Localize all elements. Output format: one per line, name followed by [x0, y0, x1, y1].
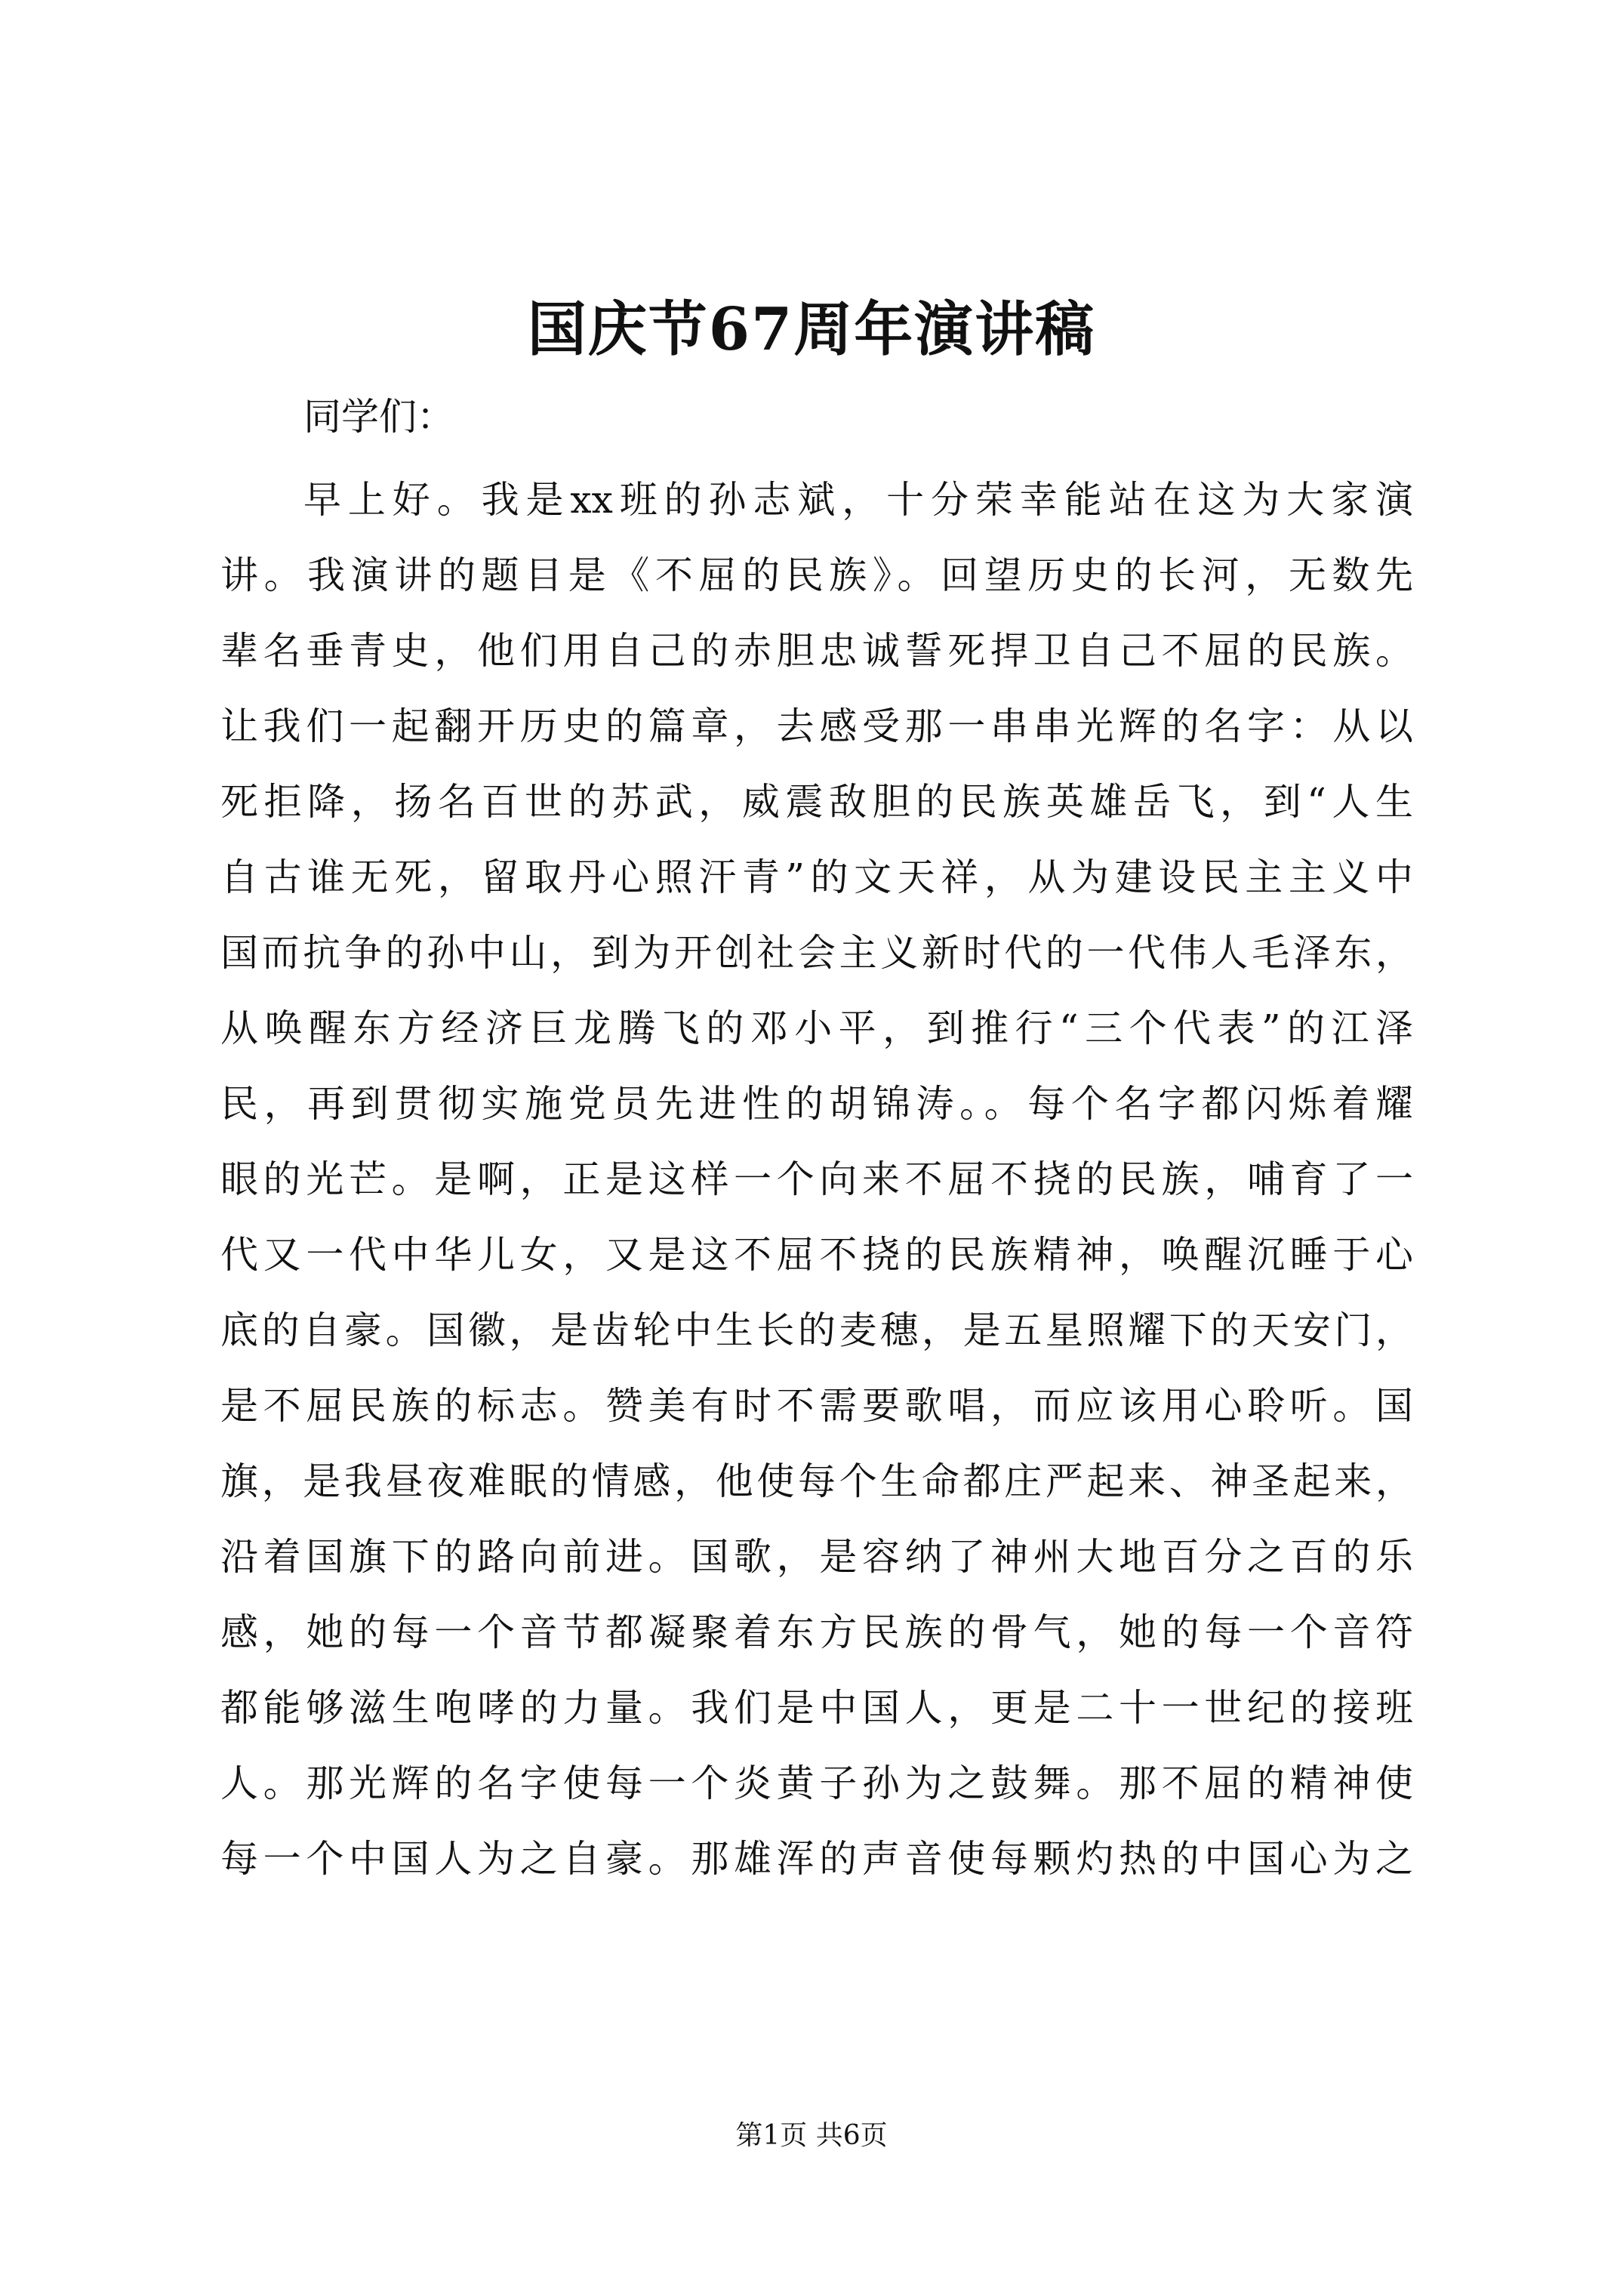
paragraph-line: 死拒降，扬名百世的苏武，威震敌胆的民族英雄岳飞，到“人生 [220, 780, 1413, 824]
paragraph-line: 都能够滋生咆哮的力量。我们是中国人，更是二十一世纪的接班 [220, 1686, 1413, 1730]
paragraph-line: 旗，是我昼夜难眠的情感，他使每个生命都庄严起来、神圣起来， [220, 1459, 1413, 1503]
paragraph-line: 眼的光芒。是啊，正是这样一个向来不屈不挠的民族，哺育了一 [220, 1157, 1413, 1201]
paragraph-line: 国而抗争的孙中山，到为开创社会主义新时代的一代伟人毛泽东， [220, 931, 1413, 975]
paragraph-line: 每一个中国人为之自豪。那雄浑的声音使每颗灼热的中国心为之 [220, 1837, 1413, 1881]
paragraph-line: 底的自豪。国徽，是齿轮中生长的麦穗，是五星照耀下的天安门， [220, 1308, 1413, 1352]
paragraph-line: 代又一代中华儿女，又是这不屈不挠的民族精神，唤醒沉睡于心 [220, 1233, 1413, 1277]
paragraph-line: 让我们一起翻开历史的篇章，去感受那一串串光辉的名字：从以 [220, 704, 1413, 748]
paragraph-line: 从唤醒东方经济巨龙腾飞的邓小平，到推行“三个代表”的江泽 [220, 1006, 1413, 1050]
paragraph-line: 沿着国旗下的路向前进。国歌，是容纳了神州大地百分之百的乐 [220, 1535, 1413, 1579]
body-paragraph [220, 462, 1413, 1897]
paragraph-line: 辈名垂青史，他们用自己的赤胆忠诚誓死捍卫自己不屈的民族。 [220, 629, 1413, 673]
paragraph-line: 民，再到贯彻实施党员先进性的胡锦涛。。每个名字都闪烁着耀 [220, 1082, 1413, 1126]
paragraph-line: 人。那光辉的名字使每一个炎黄子孙为之鼓舞。那不屈的精神使 [220, 1761, 1413, 1805]
paragraph-line: 自古谁无死，留取丹心照汗青”的文天祥，从为建设民主主义中 [220, 855, 1413, 899]
page-footer: 第1页 共6页 [735, 2120, 888, 2151]
paragraph-line: 讲。我演讲的题目是《不屈的民族》。回望历史的长河，无数先 [220, 553, 1413, 597]
paragraph-line: 是不屈民族的标志。赞美有时不需要歌唱，而应该用心聆听。国 [220, 1384, 1413, 1428]
paragraph-line: 早上好。我是xx班的孙志斌，十分荣幸能站在这为大家演 [303, 478, 1413, 522]
document-title: 国庆节67周年演讲稿 [527, 295, 1096, 364]
paragraph-line: 感，她的每一个音节都凝聚着东方民族的骨气，她的每一个音符 [220, 1610, 1413, 1654]
greeting: 同学们： [303, 395, 454, 439]
